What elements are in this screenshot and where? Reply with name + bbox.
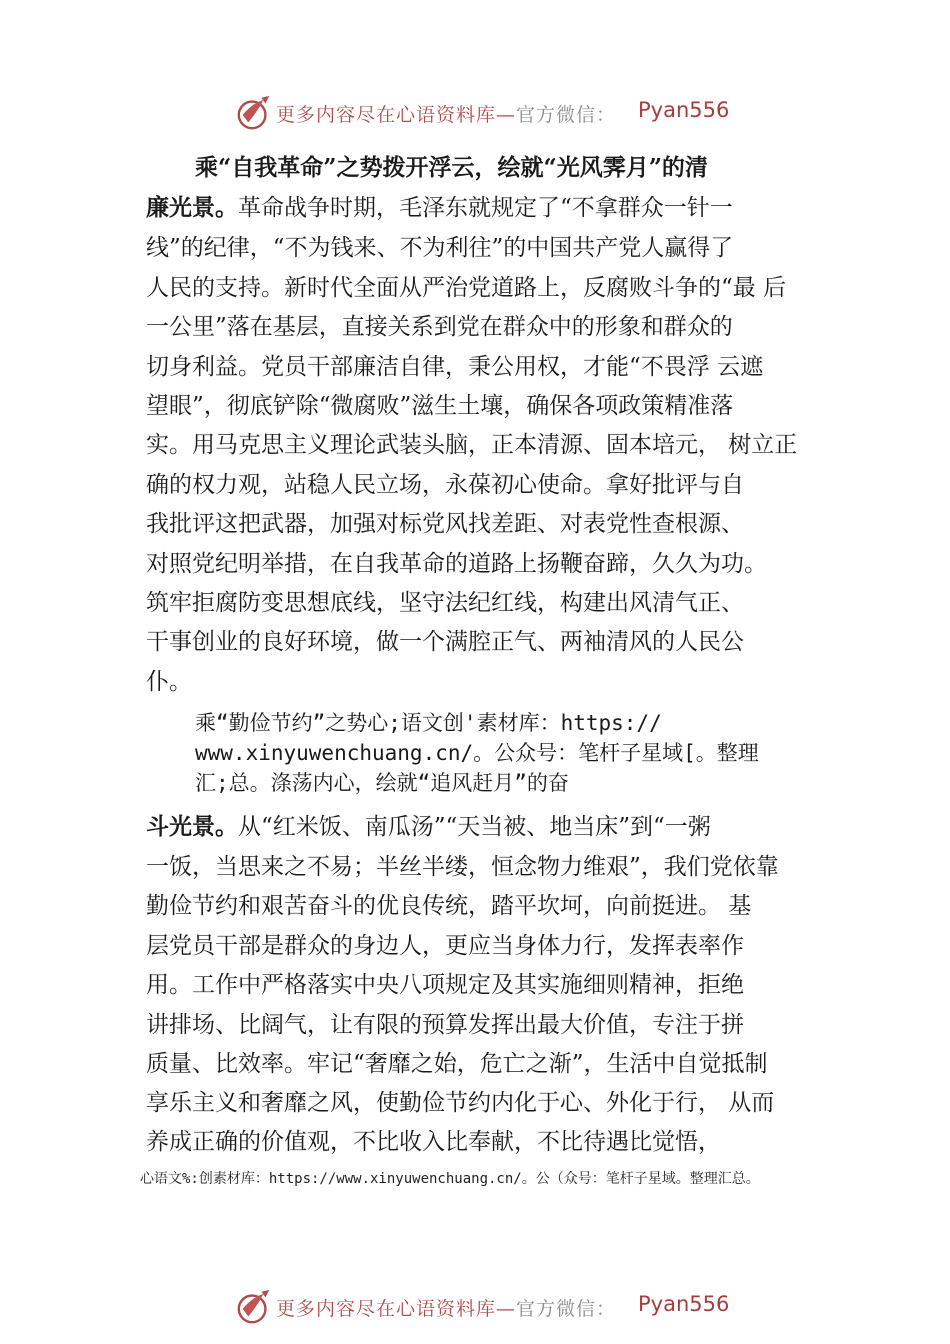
p1-line-7: 望眼”，彻底铲除“微腐败”滋生土壤，确保各项政策精准落: [146, 393, 734, 419]
p1-line-6: 切身利益。党员干部廉洁自律，秉公用权，才能“不畏浮 云遮: [146, 354, 764, 380]
brush-pen-logo-icon: [235, 94, 273, 132]
p1-line-14: 仆。: [146, 669, 192, 695]
p1-line-3: 线”的纪律，“不为钱来、不为利往”的中国共产党人赢得了: [146, 235, 734, 261]
header-dash: —: [496, 104, 517, 126]
p2-line-6: 讲排场、比阔气，让有限的预算发挥出最大价值，专注于拼: [146, 1012, 744, 1038]
quote-line-3: 汇;总。涤荡内心，绘就“追风赶月”的奋: [195, 771, 569, 795]
p2-line-1: [146, 807, 711, 847]
footer-title: [276, 1294, 616, 1321]
p1-l2-bold: 廉光景。: [146, 194, 238, 221]
footer-cn-text: 更多内容尽在心语资料库: [276, 1298, 497, 1320]
p1-line-10: 我批评这把武器，加强对标党风找差距、对表党性查根源、: [146, 511, 744, 537]
p1-lead-line: 乘“自我革命”之势拨开浮云，绘就“光风霁月”的清: [195, 154, 708, 181]
footer-banner: [0, 1282, 950, 1332]
p2-line-4: 层党员干部是群众的身边人，更应当身体力行，发挥表率作: [146, 933, 744, 959]
header-title: [276, 100, 616, 127]
header-cn-text: 更多内容尽在心语资料库: [276, 104, 497, 126]
p1-line-9: 确的权力观，站稳人民立场，永葆初心使命。拿好批评与自: [146, 472, 744, 498]
footer-note: 心语文%:创素材库：https://www.xinyuwenchuang.cn/。公（众号：笔杆子星域。整理汇总。: [140, 1171, 760, 1187]
p1-line-13: 干事创业的良好环境，做一个满腔正气、两袖清风的人民公: [146, 629, 744, 655]
p2-line-2: 一饭，当思来之不易；半丝半缕，恒念物力维艰”，我们党依靠: [146, 854, 779, 880]
header-banner: [0, 88, 950, 138]
footer-dash: —: [496, 1298, 517, 1320]
p2-line-7: 质量、比效率。牢记“奢靡之始，危亡之渐”，生活中自觉抵制: [146, 1051, 768, 1077]
p1-line-12: 筑牢拒腐防变思想底线，坚守法纪红线，构建出风清气正、: [146, 590, 744, 616]
footer-wechat-id: Pyan556: [638, 1292, 730, 1316]
quote-line-1: 乘“勤俭节约”之势心;语文创'素材库：https://: [195, 711, 662, 735]
p2-line-8: 享乐主义和奢靡之风，使勤俭节约内化于心、外化于行， 从而: [146, 1090, 775, 1116]
brush-pen-logo-icon: [235, 1288, 273, 1326]
p1-line-2: [146, 188, 733, 228]
p2-line-3: 勤俭节约和艰苦奋斗的优良传统，踏平坎坷，向前挺进。 基: [146, 893, 752, 919]
p2-l1-bold: 斗光景。: [146, 813, 238, 840]
footer-official: 官方微信：: [516, 1298, 617, 1320]
p1-line-11: 对照党纪明举措，在自我革命的道路上扬鞭奋蹄，久久为功。: [146, 551, 767, 577]
p1-line-8: 实。用马克思主义理论武装头脑，正本清源、固本培元， 树立正: [146, 432, 798, 458]
quote-line-2: www.xinyuwenchuang.cn/。公众号：笔杆子星域[。整理: [195, 741, 759, 765]
p2-line-5: 用。工作中严格落实中央八项规定及其实施细则精神，拒绝: [146, 972, 744, 998]
p1-l2-rest: 革命战争时期，毛泽东就规定了“不拿群众一针一: [238, 195, 733, 221]
p2-l1-rest: 从“红米饭、南瓜汤”“天当被、地当床”到“一粥: [238, 814, 711, 840]
p1-line-4: 人民的支持。新时代全面从严治党道路上，反腐败斗争的“最 后: [146, 275, 787, 301]
p1-line-5: 一公里”落在基层，直接关系到党在群众中的形象和群众的: [146, 314, 733, 340]
header-wechat-id: Pyan556: [638, 98, 730, 122]
header-official: 官方微信：: [516, 104, 617, 126]
p2-line-9: 养成正确的价值观，不比收入比奉献，不比待遇比觉悟，: [146, 1129, 721, 1155]
